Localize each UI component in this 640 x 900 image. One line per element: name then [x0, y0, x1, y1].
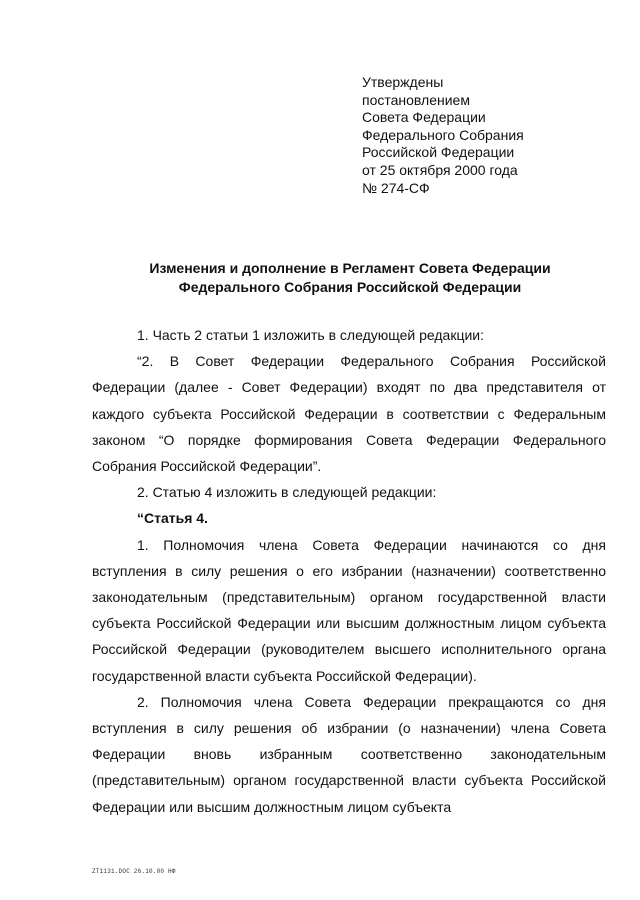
paragraph-article-4-point-2: 2. Полномочия члена Совета Федерации прекращаются со дня вступления в силу решения об избрании (о назначении) члена Совета Федерации вновь избранным соответственно законодательным (представительным) органом государственной власти субъекта Российской Федерации или высшим должностным лицом субъекта — [92, 693, 606, 815]
approval-line-council: Совета Федерации — [362, 109, 486, 126]
paragraph-article-4-point-1: 1. Полномочия члена Совета Федерации начинаются со дня вступления в силу решения о его избрании (назначении) соответственно законодательным (представительным) органом государственной власти субъекта Российской Федерации или высшим должностным лицом субъекта Российской Федерации (руководителем высшего исполнительного органа государственной власти субъекта Российской Федерации). — [92, 536, 606, 684]
approval-line-date: от 25 октября 2000 года — [362, 161, 518, 178]
approval-line-resolution: постановлением — [362, 91, 470, 108]
paragraph-article-1-part-2: “2. В Совет Федерации Федерального Собрания Российской Федерации (далее - Совет Федерации) входят по два представителя от каждого субъекта Российской Федерации в соответствии с Федеральным законом “О порядке формирования Совета Федерации Федерального Собрания Российской Федерации”. — [92, 353, 606, 475]
paragraph-item-1: 1. Часть 2 статьи 1 изложить в следующей редакции: — [137, 327, 484, 343]
paragraph-item-2: 2. Статью 4 изложить в следующей редакции: — [137, 484, 437, 501]
title-line-2: Федерального Собрания Российской Федерации — [178, 279, 522, 295]
title-line-1: Изменения и дополнение в Регламент Совета Федерации — [149, 260, 551, 276]
document-title — [60, 259, 640, 297]
approval-stamp — [362, 74, 524, 197]
document-body — [92, 322, 606, 820]
approval-line-country: Российской Федерации — [362, 144, 515, 161]
approval-line-approved: Утверждены — [362, 74, 444, 90]
approval-line-assembly: Федерального Собрания — [362, 126, 524, 143]
footer-file-stamp: ZT1131.DOC 26.10.00 НФ — [92, 868, 176, 875]
article-4-heading: “Статья 4. — [137, 510, 208, 527]
approval-line-number: № 274-СФ — [362, 179, 430, 196]
